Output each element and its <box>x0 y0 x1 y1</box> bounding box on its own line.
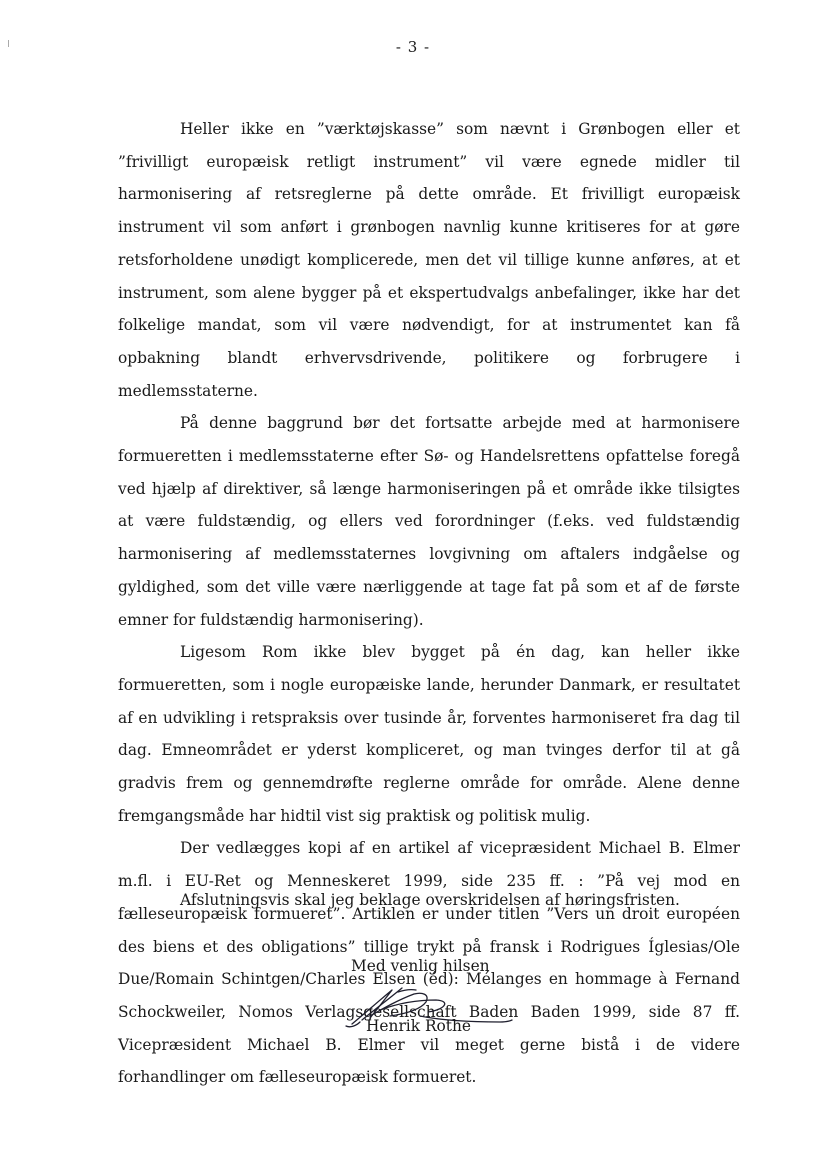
paragraph-2: På denne baggrund bør det fortsatte arbejde med at harmonisere formueretten i medlemsstaterne efter Sø- og Handelsrettens opfattelse foregå ved hjælp af direktiver, så længe harmoniseringen på et område ikke tilsigtes at være fuldstændig, og ellers ved forordninger (f.eks. ved fuldstændig harmonisering af medlemsstaternes lovgivning om aftalers indgåelse og gyldighed, som det ville være nærliggende at tage fat på som et af de første emner for fuldstændig harmonisering). <box>118 414 740 629</box>
paragraph-3: Ligesom Rom ikke blev bygget på én dag, kan heller ikke formueretten, som i nogle europæiske lande, herunder Danmark, er resultatet af en udvikling i retspraksis over tusinde år, forventes harmoniseret fra dag til dag. Emneområdet er yderst kompliceret, og man tvinges derfor til at gå gradvis frem og gennemdrøfte reglerne område for område. Alene denne fremgangsmåde har hidtil vist sig praktisk og politisk mulig. <box>118 643 740 825</box>
page-number: - 3 - <box>395 38 431 56</box>
letter-body <box>118 113 740 1094</box>
greeting: Med venlig hilsen <box>351 957 490 975</box>
paragraph-1: Heller ikke en ”værktøjskasse” som nævnt i Grønbogen eller et ”frivilligt europæisk retligt instrument” vil være egnede midler til harmonisering af retsreglerne på dette område. Et frivilligt europæisk instrument vil som anført i grønbogen navnlig kunne kritiseres for at gøre retsforholdene unødigt komplicerede, men det vil tillige kunne anføres, at et instrument, som alene bygger på et ekspertudvalgs anbefalinger, ikke har det folkelige mandat, som vil være nødvendigt, for at instrumentet kan få opbakning blandt erhvervsdrivende, politikere og forbrugere i medlemsstaterne. <box>118 120 740 400</box>
closing-sentence: Afslutningsvis skal jeg beklage overskridelsen af høringsfristen. <box>180 891 680 909</box>
paragraph-4: Der vedlægges kopi af en artikel af vicepræsident Michael B. Elmer m.fl. i EU-Ret og Menneskeret 1999, side 235 ff. : ”På vej mod en fælleseuropæisk formueret”. Artiklen er under titlen ”Vers un droit européen des biens et des obligations” tillige trykt på fransk i Rodrigues Íglesias/Ole Due/Romain Schintgen/Charles Elsen (éd): Mélanges en hommage à Fernand Schockweiler, Nomos Verlagsgesellschaft Baden Baden 1999, side 87 ff. Vicepræsident Michael B. Elmer vil meget gerne bistå i de videre forhandlinger om fælleseuropæisk formueret. <box>118 839 740 1087</box>
signature-block <box>340 980 520 1050</box>
signer-name: Henrik Rothe <box>366 1017 471 1035</box>
